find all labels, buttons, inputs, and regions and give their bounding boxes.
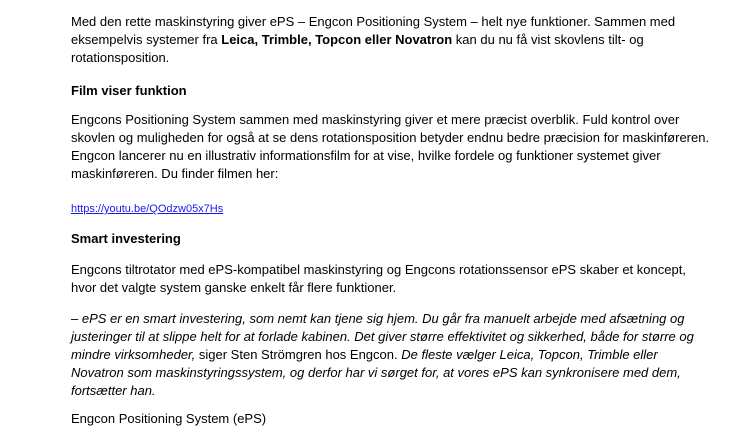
film-paragraph: Engcons Positioning System sammen med maskinstyring giver et mere præcist overblik. Fuld kontrol over skovlen og muligheden for også at se dens rotationsposition betyder endnu bedre præcision for maskinføreren. Engcon lancerer nu en illustrativ informationsfilm for at vise, hvilke fordele og funktioner systemet giver maskinføreren. Du finder filmen her: <box>71 112 710 181</box>
quote-part-b: De fleste vælger Leica, Topcon, Trimble eller Novatron som maskinstyringssystem, og derfor har vi sørget for, at vores ePS kan synkronisere med dem, fortsætter han. <box>71 347 681 398</box>
quote-paragraph <box>71 310 711 400</box>
investment-paragraph: Engcons tiltrotator med ePS-kompatibel maskinstyring og Engcons rotationssensor ePS skaber et koncept, hvor det valgte system ganske enkelt får flere funktioner. <box>71 262 686 295</box>
intro-text-after: kan du nu få vist skovlens tilt- og rotationsposition. <box>71 32 644 65</box>
intro-text-before: Med den rette maskinstyring giver ePS – Engcon Positioning System – helt nye funktioner. Sammen med eksempelvis systemer fra <box>71 14 676 47</box>
intro-brands-bold: Leica, Trimble, Topcon eller Novatron <box>221 32 453 47</box>
youtube-link-text[interactable]: https://youtu.be/QOdzw05x7Hs <box>71 203 224 215</box>
trailing-cutoff-line: Engcon Positioning System (ePS) <box>71 411 267 426</box>
intro-paragraph <box>71 13 711 67</box>
quote-attribution: siger Sten Strömgren hos Engcon. <box>195 347 402 362</box>
quote-part-a: – ePS er en smart investering, som nemt kan tjene sig hjem. Du går fra manuelt arbejde med afsætning og justeringer til at slippe helt for at forlade kabinen. Det giver større effektivitet og sikkerhed, både for større og mindre virksomheder, <box>71 311 694 362</box>
section-heading-film: Film viser funktion <box>71 83 187 98</box>
section-heading-investment: Smart investering <box>71 231 181 246</box>
youtube-link[interactable] <box>71 200 223 218</box>
